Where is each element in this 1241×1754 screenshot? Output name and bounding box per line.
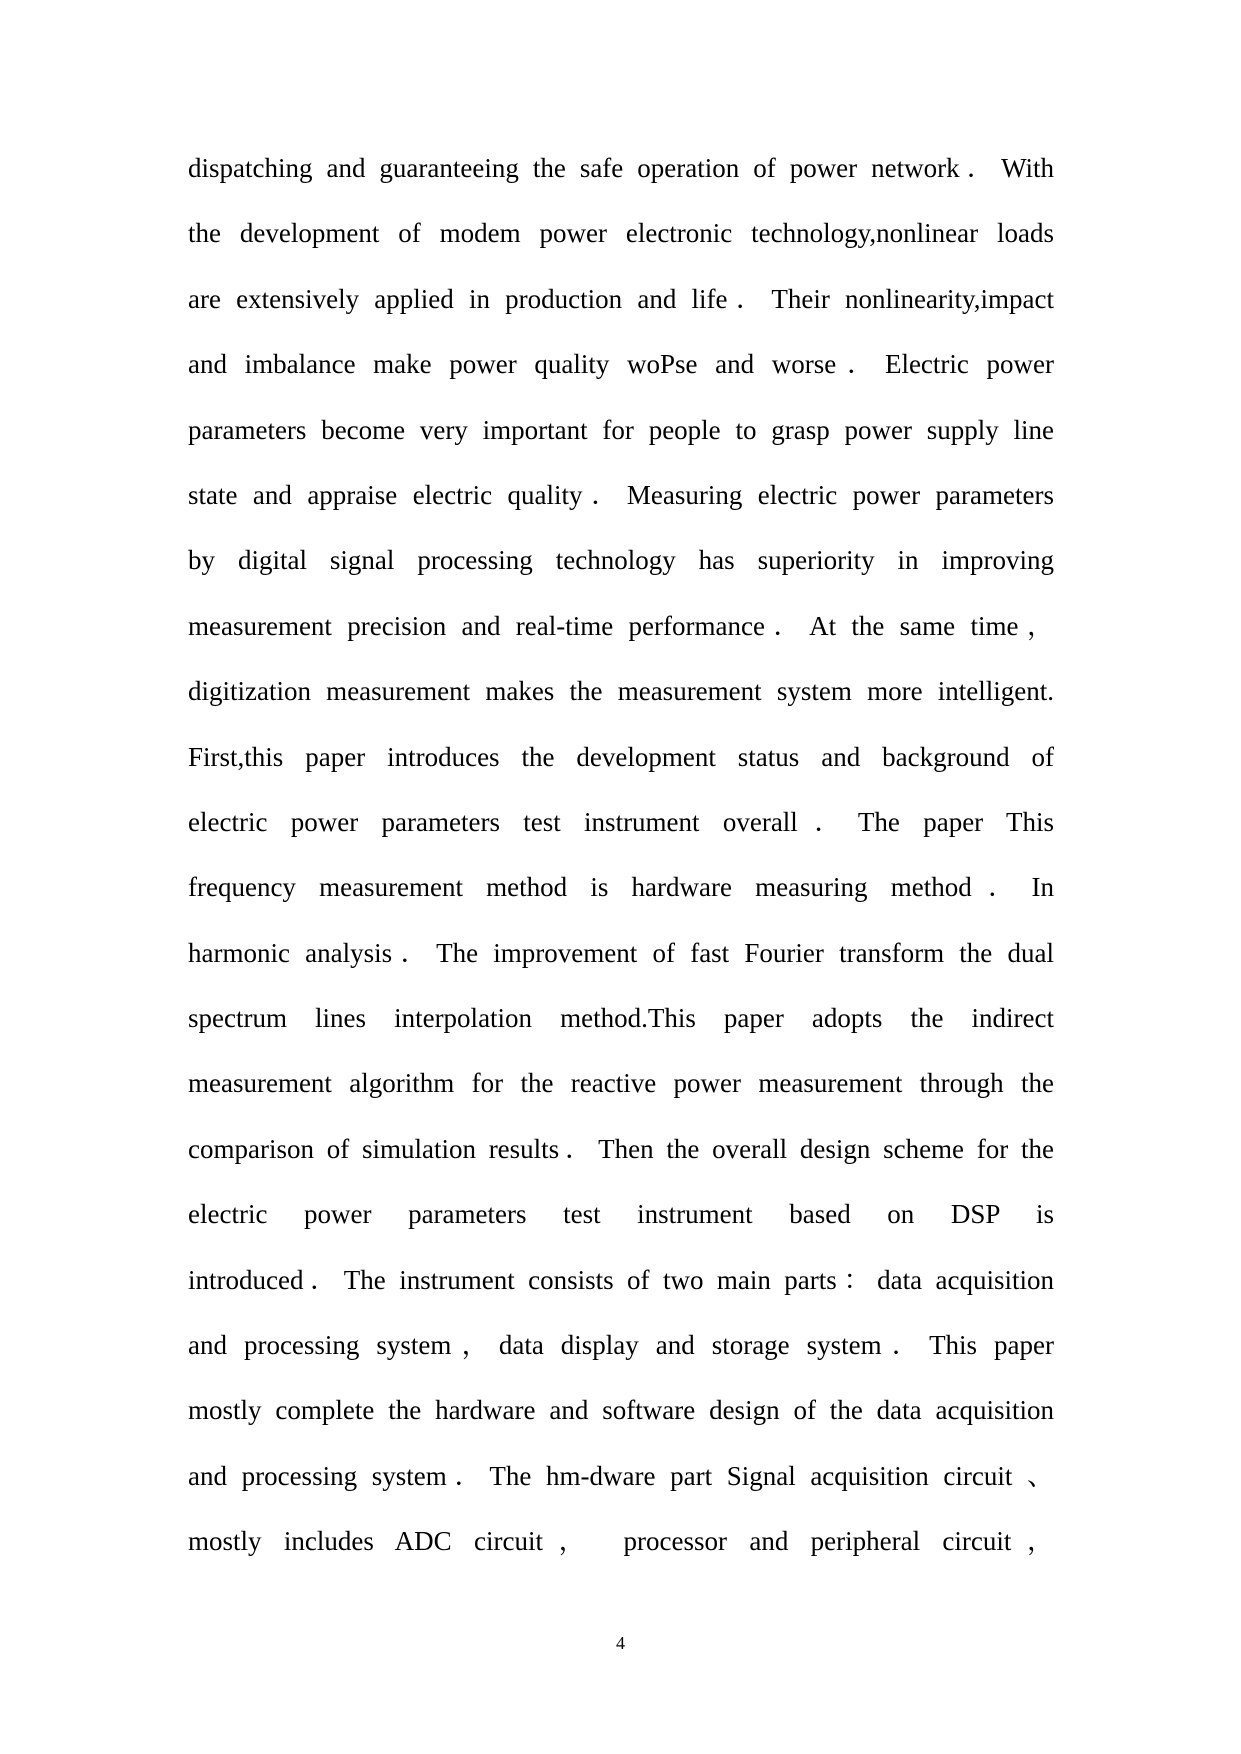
- text-line: dispatching and guaranteeing the safe operation of power network．With: [188, 153, 1054, 183]
- text-line: harmonic analysis．The improvement of fast Fourier transform the dual: [188, 937, 1054, 968]
- text-line: digitization measurement makes the measurement system more intelligent.: [188, 676, 1054, 707]
- text-line: mostly complete the hardware and software design of the data acquisition: [188, 1395, 1054, 1426]
- page-number: 4: [616, 1633, 625, 1653]
- text-line: electric power parameters test instrument overall．The paper This: [188, 806, 1054, 837]
- body-paragraph: [188, 153, 1054, 1592]
- text-line: introduced．The instrument consists of two main parts：data acquisition: [188, 1264, 1054, 1295]
- text-line: are extensively applied in production and life．Their nonlinearity,impact: [188, 283, 1054, 314]
- text-line: parameters become very important for people to grasp power supply line: [188, 414, 1054, 445]
- text-line: measurement algorithm for the reactive power measurement through the: [188, 1068, 1054, 1099]
- text-line: comparison of simulation results．Then the overall design scheme for the: [188, 1133, 1054, 1164]
- text-line: and processing system．The hm-dware part Signal acquisition circuit 、: [188, 1460, 1054, 1491]
- text-line: the development of modem power electronic technology,nonlinear loads: [188, 218, 1054, 249]
- text-line: First,this paper introduces the development status and background of: [188, 741, 1054, 772]
- text-line: mostly includes ADC circuit， processor and peripheral circuit，: [188, 1526, 1054, 1557]
- text-line: spectrum lines interpolation method.This paper adopts the indirect: [188, 1003, 1054, 1034]
- text-line: electric power parameters test instrument based on DSP is: [188, 1199, 1054, 1230]
- text-line: frequency measurement method is hardware measuring method．In: [188, 872, 1054, 903]
- text-line: and imbalance make power quality woPse and worse．Electric power: [188, 349, 1054, 380]
- text-line: by digital signal processing technology has superiority in improving: [188, 545, 1054, 576]
- text-line: measurement precision and real-time performance．At the same time，: [188, 610, 1054, 641]
- text-line: state and appraise electric quality．Measuring electric power parameters: [188, 479, 1054, 510]
- text-line: and processing system，data display and storage system．This paper: [188, 1330, 1054, 1361]
